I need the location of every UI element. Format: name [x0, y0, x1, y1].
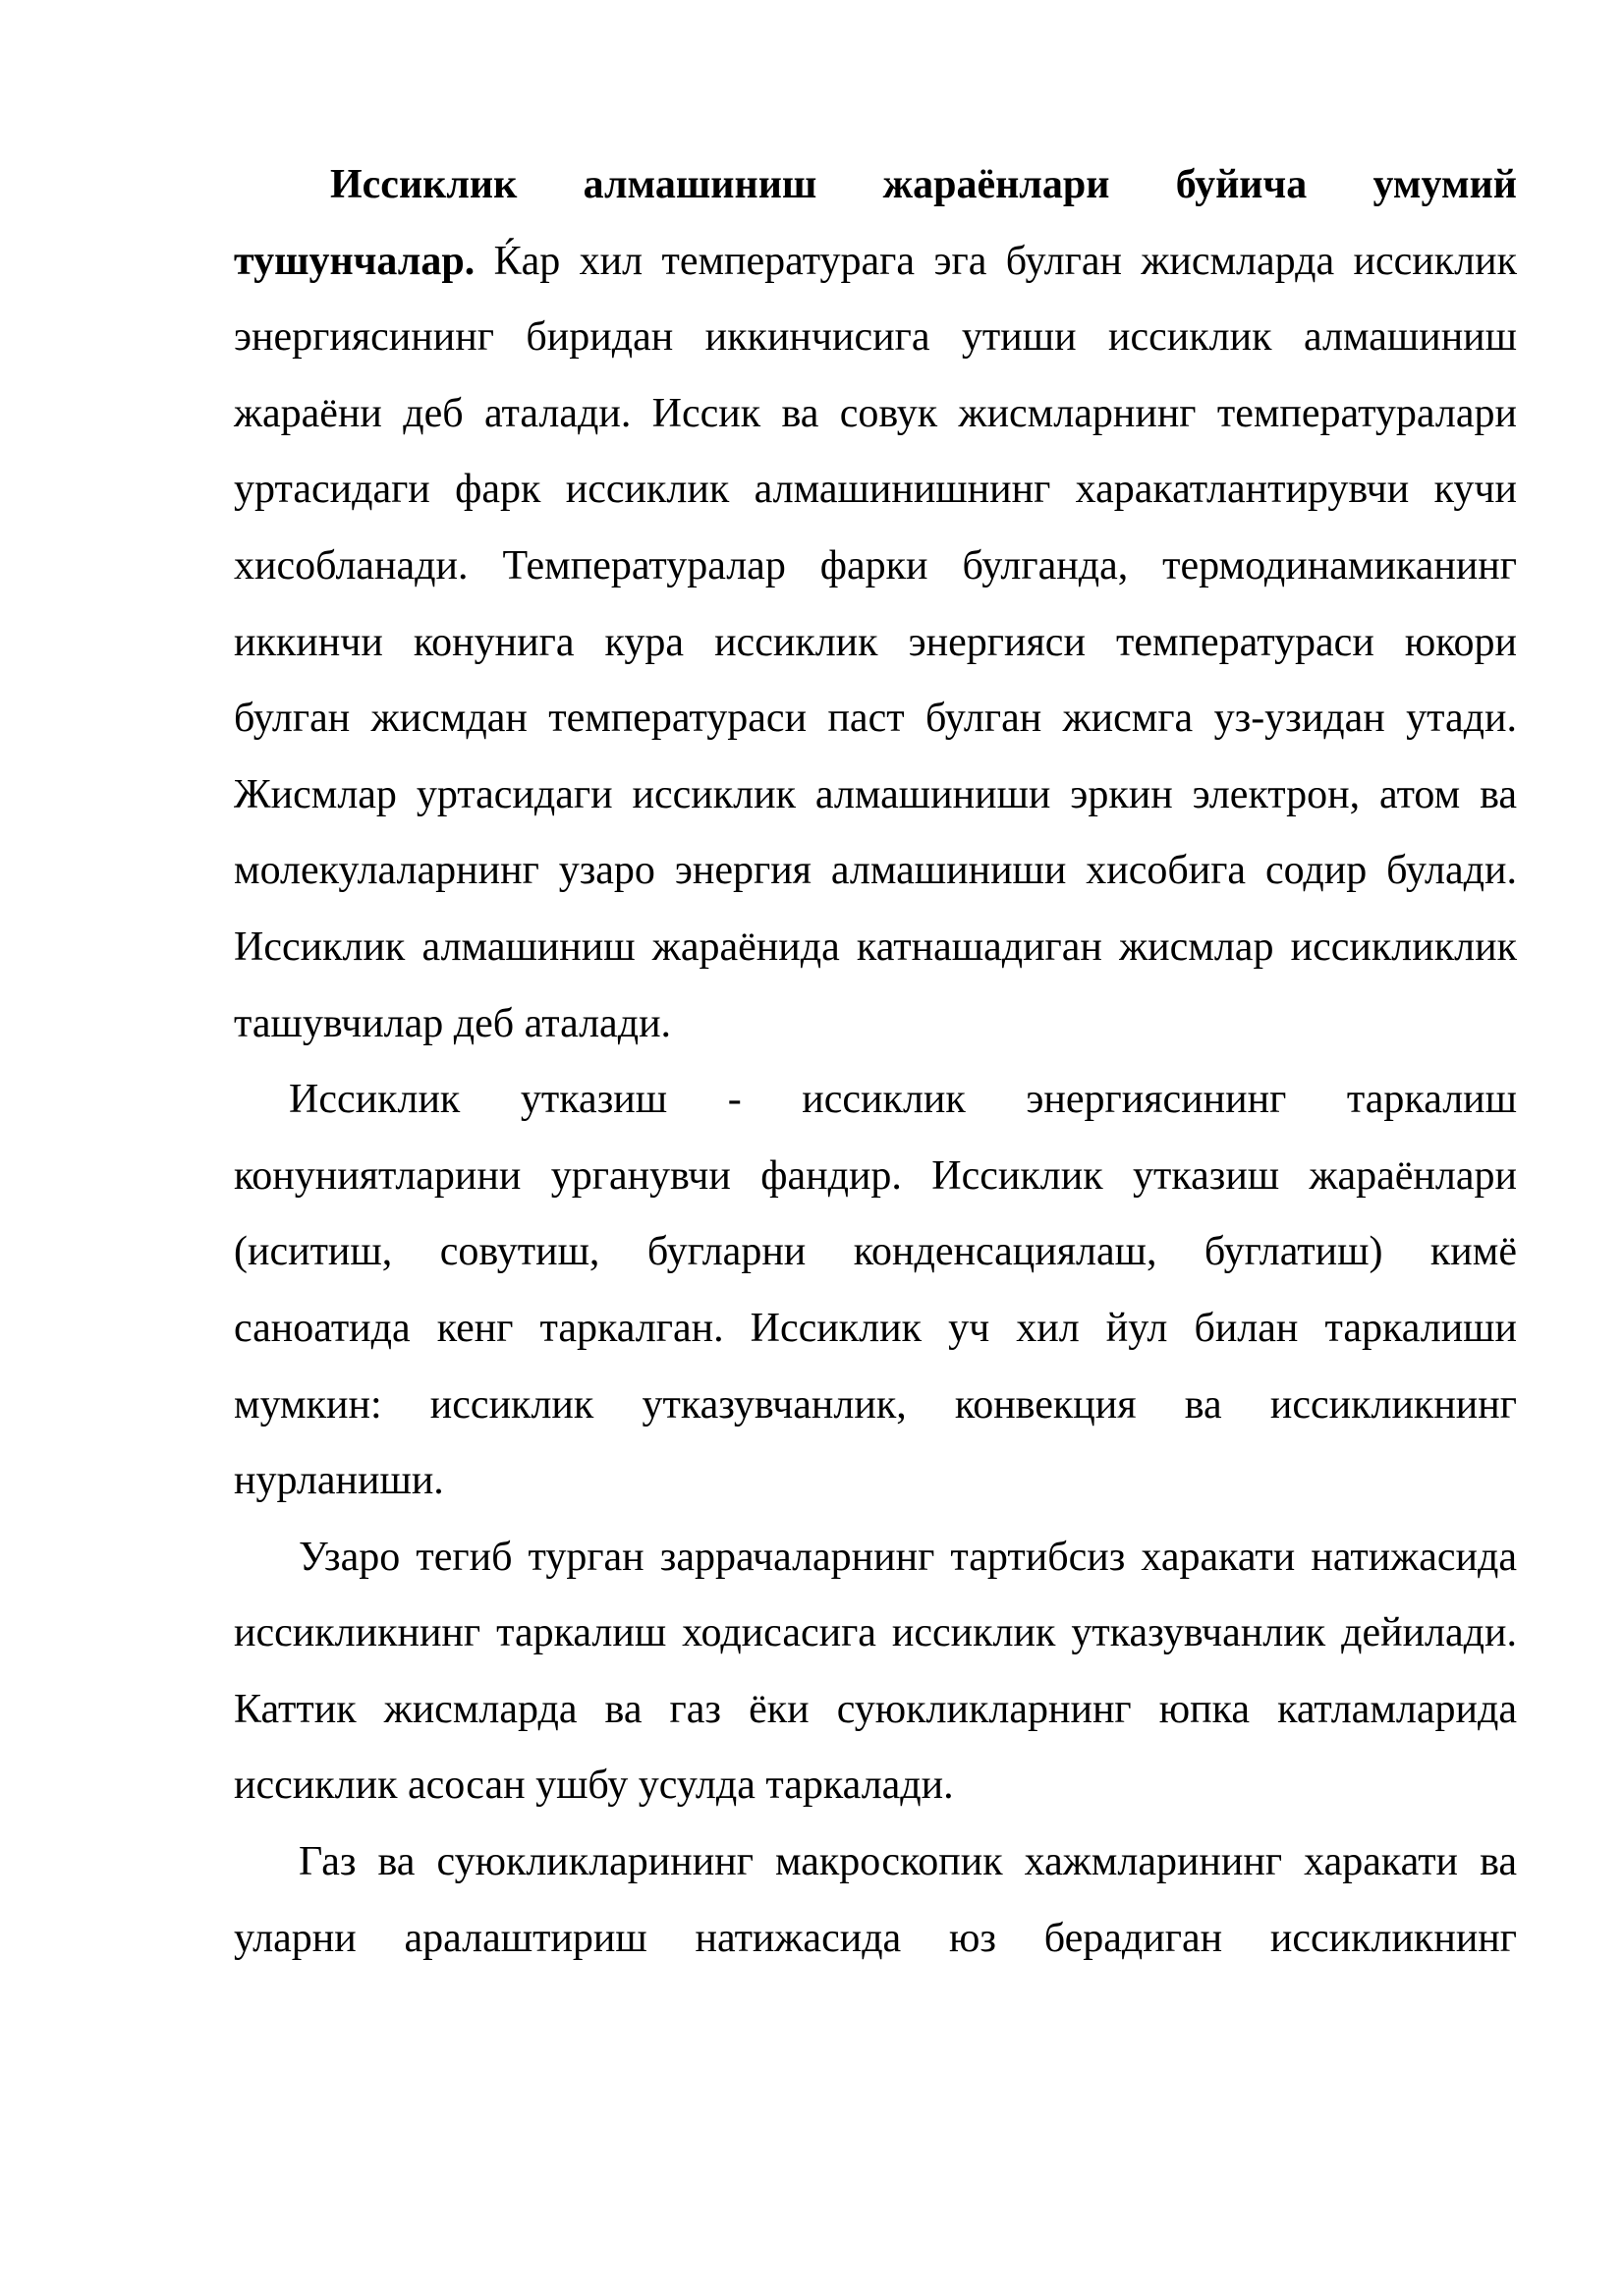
document-body — [234, 147, 1517, 1977]
paragraph-text: Ќар хил температурага эга булган жисмларда иссиклик энергиясининг биридан иккинчисига утиши иссиклик алмашиниш жараёни деб аталади. Иссик ва совук жисмларнинг температуралари уртасидаги фарк иссиклик алмашинишнинг харакатлантирувчи кучи хисобланади. Температуралар фарки булганда, термодинамиканинг иккинчи конунига кура иссиклик энергияси температураси юкори булган жисмдан температураси паст булган жисмга уз-узидан утади. Жисмлар уртасидаги иссиклик алмашиниши эркин электрон, атом ва молекулаларнинг узаро энергия алмашиниши хисобига содир булади. Иссиклик алмашиниш жараёнида катнашадиган жисмлар иссикликлик ташувчилар деб аталади. — [234, 238, 1517, 1046]
section-heading: Иссиклик алмашиниш жараёнлари буйича умумий тушунчалар. — [234, 162, 1517, 284]
paragraph-text: Узаро тегиб турган заррачаларнинг тартибсиз харакати натижасида иссикликнинг таркалиш ходисасига иссиклик утказувчанлик дейилади. Каттик жисмларда ва газ ёки суюкликларнинг юпка катламларида иссиклик асосан ушбу усулда таркалади. — [234, 1534, 1517, 1809]
paragraph-text: Иссиклик утказиш - иссиклик энергиясининг таркалиш конуниятларини урганувчи фандир. Иссиклик утказиш жараёнлари (иситиш, совутиш, бугларни конденсациялаш, буглатиш) кимё саноатида кенг таркалган. Иссиклик уч хил йул билан таркалиши мумкин: иссиклик утказувчанлик, конвекция ва иссикликнинг нурланиши. — [234, 1077, 1517, 1504]
paragraph-heat-transfer — [234, 1062, 1517, 1520]
paragraph-convection — [234, 1824, 1517, 1977]
paragraph-conductivity — [234, 1520, 1517, 1824]
paragraph-text: Газ ва суюкликларининг макроскопик хажмларининг харакати ва уларни аралаштириш натижасида юз берадиган иссикликнинг — [234, 1839, 1517, 1961]
paragraph-intro — [234, 147, 1517, 1062]
